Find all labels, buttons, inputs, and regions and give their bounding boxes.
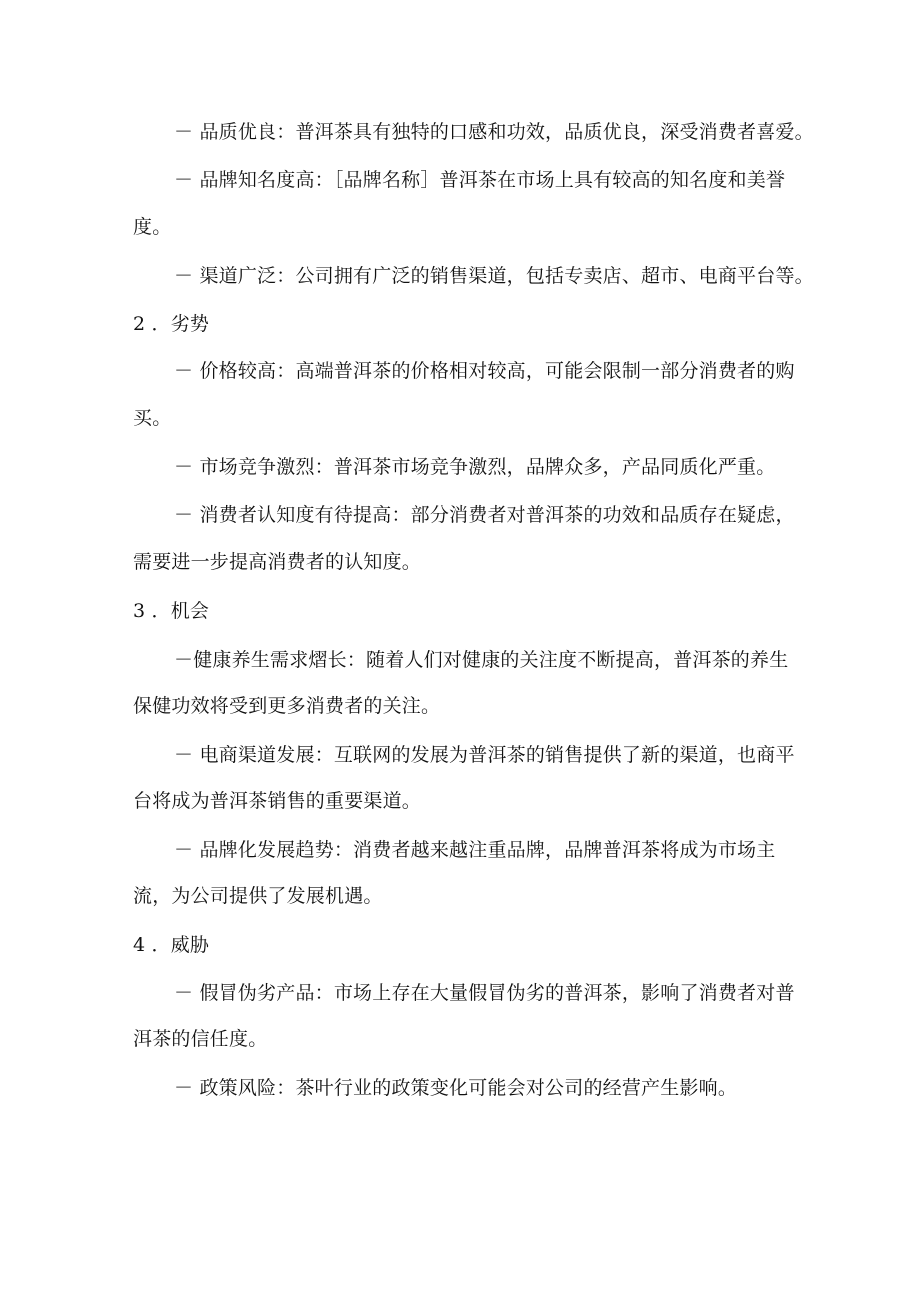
- strength-quality-line1: － 品质优良：普洱茶具有独特的口感和功效，品质优良，深受消费者喜爱。: [174, 121, 814, 143]
- opportunity-health-line1: －健康养生需求熠长：随着人们对健康的关注度不断提高，普洱茶的养生: [174, 649, 789, 671]
- threats-heading: 4 ．威胁: [133, 934, 210, 956]
- opportunity-branding-line1: － 品牌化发展趋势：消费者越来越注重品牌，品牌普洱茶将成为市场主: [174, 839, 776, 861]
- weakness-competition-line1: － 市场竞争激烈：普洱茶市场竞争激烈，品牌众多，产品同质化严重。: [174, 456, 776, 478]
- strength-brand-line2: 度。: [133, 216, 172, 238]
- threat-policy-line1: － 政策风险：茶叶行业的政策变化可能会对公司的经营产生影响。: [174, 1077, 738, 1099]
- weakness-price-line1: － 价格较高：高端普洱茶的价格相对较高，可能会限制一部分消费者的购: [174, 360, 795, 382]
- weakness-price-line2: 买。: [133, 407, 172, 429]
- strength-brand-line1: － 品牌知名度高：［品牌名称］普洱茶在市场上具有较高的知名度和美誉: [174, 169, 786, 191]
- weaknesses-heading: 2 ．劣势: [133, 313, 210, 335]
- weakness-awareness-line2: 需要进一步提高消费者的认知度。: [133, 551, 422, 573]
- threat-counterfeit-line2: 洱茶的信任度。: [133, 1028, 268, 1050]
- opportunity-ecommerce-line2: 台将成为普洱茶销售的重要渠道。: [133, 790, 422, 812]
- opportunity-health-line2: 保健功效将受到更多消费者的关注。: [133, 695, 441, 717]
- strength-channel-line1: － 渠道广泛：公司拥有广泛的销售渠道，包括专卖店、超市、电商平台等。: [174, 265, 814, 287]
- weakness-awareness-line1: － 消费者认知度有待提高：部分消费者对普洱茶的功效和品质存在疑虑，: [174, 504, 795, 526]
- opportunity-branding-line2: 流，为公司提供了发展机遇。: [133, 885, 383, 907]
- threat-counterfeit-line1: － 假冒伪劣产品：市场上存在大量假冒伪劣的普洱茶，影响了消费者对普: [174, 982, 795, 1004]
- opportunity-ecommerce-line1: － 电商渠道发展：互联网的发展为普洱茶的销售提供了新的渠道，也商平: [174, 744, 795, 766]
- opportunities-heading: 3 ．机会: [133, 600, 210, 622]
